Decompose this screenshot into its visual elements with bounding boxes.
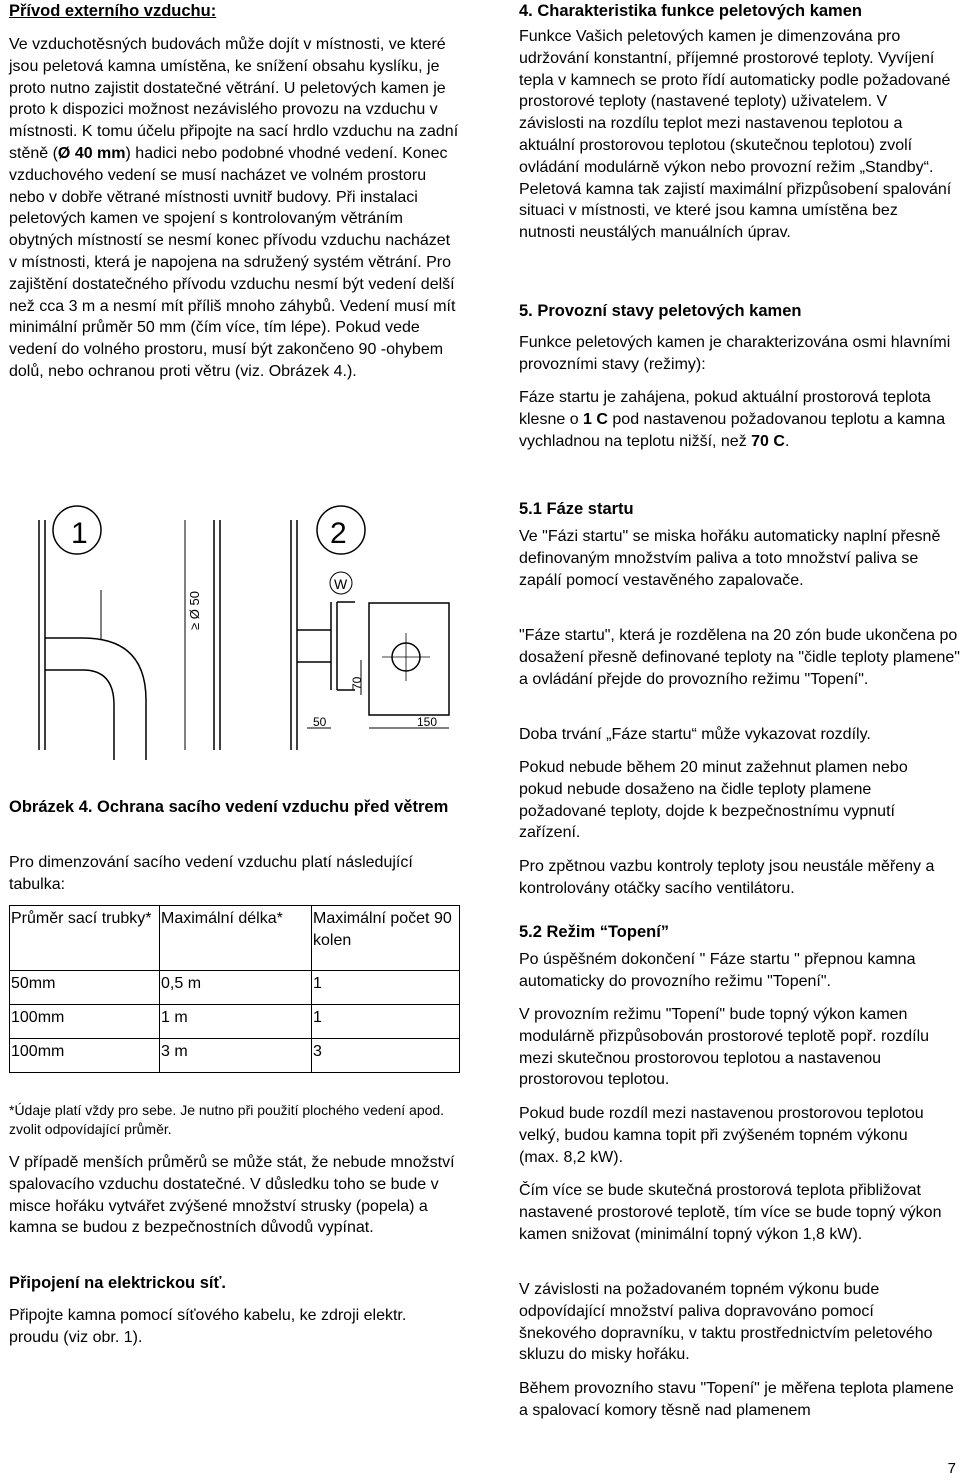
dimension-label-150: 150 xyxy=(417,715,438,729)
heading-section-5-1: 5.1 Fáze startu xyxy=(519,500,634,518)
heading-section-4: 4. Charakteristika funkce peletových kamen xyxy=(519,2,862,20)
page-number: 7 xyxy=(947,1460,956,1477)
paragraph-5-2-f: Během provozního stavu "Topení" je měřena teplota plamene a spalovací komory těsně nad plamenem xyxy=(519,1380,954,1419)
heading-section-5: 5. Provozní stavy peletových kamen xyxy=(519,302,802,320)
figure-label-1: 1 xyxy=(71,517,88,550)
table-cell: 100mm xyxy=(10,1005,160,1039)
paragraph-5-1-c: Doba trvání „Fáze startu“ může vykazovat rozdíly. xyxy=(519,726,871,743)
table-row xyxy=(10,971,460,1005)
paragraph-section-4: Funkce Vašich peletových kamen je dimenzována pro udržování konstantní, příjemné prostorové teploty. Vyvíjení tepla v kamnech se proto řídí automaticky podle požadované prostorové teploty (nastavené teploty) uživatelem. V závislosti na rozdílu teplot mezi nastavenou teplotou a aktuální prostorovou teplotou (skutečnou teplotou) zvolí ovládání modulárně výkon nebo provozní režim „Standby“. Peletová kamna tak zajistí maximální přizpůsobení spalování situaci v místnosti, ve které jsou kamna umístěna bez nutnosti neustálých manuálních úprav. xyxy=(519,28,952,242)
dimension-label-diameter: ≥ Ø 50 xyxy=(187,591,202,630)
table-cell: 50mm xyxy=(10,971,160,1005)
figure-label-2: 2 xyxy=(330,517,347,550)
paragraph-5-2-c: Pokud bude rozdíl mezi nastavenou prostorovou teplotou velký, budou kamna topit při zvýšeném topném výkonu (max. 8,2 kW). xyxy=(519,1105,924,1166)
table-intro: Pro dimenzování sacího vedení vzduchu platí následující tabulka: xyxy=(9,854,413,893)
figure-label-w: W xyxy=(334,576,348,592)
table-header-cell: Průměr sací trubky* xyxy=(10,906,160,971)
heading-electric: Připojení na elektrickou síť. xyxy=(9,1274,226,1292)
table-cell: 100mm xyxy=(10,1039,160,1073)
heading-external-air: Přívod externího vzduchu: xyxy=(9,2,217,20)
paragraph-5-2-d: Čím více se bude skutečná prostorová teplota přibližovat nastavené prostorové teplotě, tím více se bude topný výkon kamen snižovat (minimální topný výkon 1,8 kW). xyxy=(519,1182,942,1243)
paragraph-5-1-d: Pokud nebude během 20 minut zažehnut plamen nebo pokud nebude dosaženo na čidle teploty plamene požadované teploty, dojde k bezpečnostnímu vypnutí zařízení. xyxy=(519,759,908,842)
table-cell: 1 m xyxy=(160,1005,312,1039)
dimension-label-70: 70 xyxy=(350,676,364,690)
table-row xyxy=(10,1005,460,1039)
paragraph-start-phase: Fáze startu je zahájena, pokud aktuální prostorová teplota klesne o 1 C pod nastavenou požadovanou teplotu a kamna vychladnou na teplotu nižší, než 70 C. xyxy=(519,389,946,450)
paragraph-5-2-e: V závislosti na požadovaném topném výkonu bude odpovídající množství paliva dopravováno pomocí šnekového dopravníku, v taktu prostřednictvím peletového skluzu do misky hořáku. xyxy=(519,1281,933,1364)
paragraph-5-2-b: V provozním režimu "Topení" bude topný výkon kamen modulárně přizpůsobován prostorové teplotě popř. rozdílu mezi skutečnou prostorovou teplotou a nastavenou prostorovou teplotou. xyxy=(519,1006,930,1089)
paragraph-section-5: Funkce peletových kamen je charakterizována osmi hlavními provozními stavy (režimy): xyxy=(519,334,951,373)
paragraph-small-diameter: V případě menších průměrů se může stát, že nebude množství spalovacího vzduchu dostatečné. V důsledku toho se bude v misce hořáku vytvářet zvýšené množství strusky (popela) a kamna se budou z bezpečnostních důvodů vypínat. xyxy=(9,1154,455,1237)
table-cell: 3 xyxy=(312,1039,460,1073)
table-cell: 3 m xyxy=(160,1039,312,1073)
pipe-dimension-table xyxy=(9,905,460,1073)
figure-caption: Obrázek 4. Ochrana sacího vedení vzduchu před větrem xyxy=(9,798,449,816)
table-footnote: *Údaje platí vždy pro sebe. Je nutno při použití plochého vedení apod. zvolit odpovídající průměr. xyxy=(9,1102,445,1137)
paragraph-external-air: Ve vzduchotěsných budovách může dojít v místnosti, ve které jsou peletová kamna umístěna, ke snížení obsahu kyslíku, je proto nutno zajistit dostatečné větrání. U peletových kamen je proto k dispozici možnost nezávislého provozu na vzduchu v místnosti. K tomu účelu připojte na sací hrdlo vzduchu na zadní stěně (Ø 40 mm) hadici nebo podobné vhodné vedení. Konec vzduchového vedení se musí nacházet ve volném prostoru nebo v dobře větrané místnosti uvnitř budovy. Při instalaci peletových kamen ve spojení s kontrolovaným větráním obytných místností se nesmí konec přívodu vzduchu nacházet v místnosti, která je napojena na sdružený systém větrání. Pro zajištění dostatečného přívodu vzduchu nesmí být vedení delší než cca 3 m a nesmí mít příliš mnoho záhybů. Vedení musí mít minimální průměr 50 mm (čím více, tím lépe). Pokud vede vedení do volného prostoru, musí být zakončeno 90 -ohybem dolů, nebo ochranou proti větru (viz. Obrázek 4.). xyxy=(9,36,459,380)
table-cell: 0,5 m xyxy=(160,971,312,1005)
paragraph-5-1-e: Pro zpětnou vazbu kontroly teploty jsou neustále měřeny a kontrolovány otáčky sacího ventilátoru. xyxy=(519,858,935,897)
figure-4-drawing xyxy=(21,490,451,780)
table-header-row xyxy=(10,906,460,971)
pipe-bend-inner xyxy=(83,670,114,760)
paragraph-5-1-a: Ve "Fázi startu" se miska hořáku automaticky naplní přesně definovaným množstvím paliva a toto množství paliva se zapálí pomocí vestavěného zapalovače. xyxy=(519,528,941,589)
heading-section-5-2: 5.2 Režim “Topení” xyxy=(519,923,670,941)
dimension-label-50: 50 xyxy=(313,715,327,729)
table-cell: 1 xyxy=(312,971,460,1005)
paragraph-electric: Připojte kamna pomocí síťového kabelu, ke zdroji elektr. proudu (viz obr. 1). xyxy=(9,1307,407,1346)
plate-front-view xyxy=(369,603,449,715)
table-cell: 1 xyxy=(312,1005,460,1039)
table-header-cell: Maximální počet 90 kolen xyxy=(312,906,460,971)
paragraph-5-2-a: Po úspěšném dokončení " Fáze startu " přepnou kamna automaticky do provozního režimu "Topení". xyxy=(519,951,916,990)
paragraph-5-1-b: "Fáze startu", která je rozdělena na 20 zón bude ukončena po dosažení přesně definované teploty na "čidle teploty plamene" a ovládání přejde do provozního režimu "Topení". xyxy=(519,627,960,688)
table-header-cell: Maximální délka* xyxy=(160,906,312,971)
table-row xyxy=(10,1039,460,1073)
